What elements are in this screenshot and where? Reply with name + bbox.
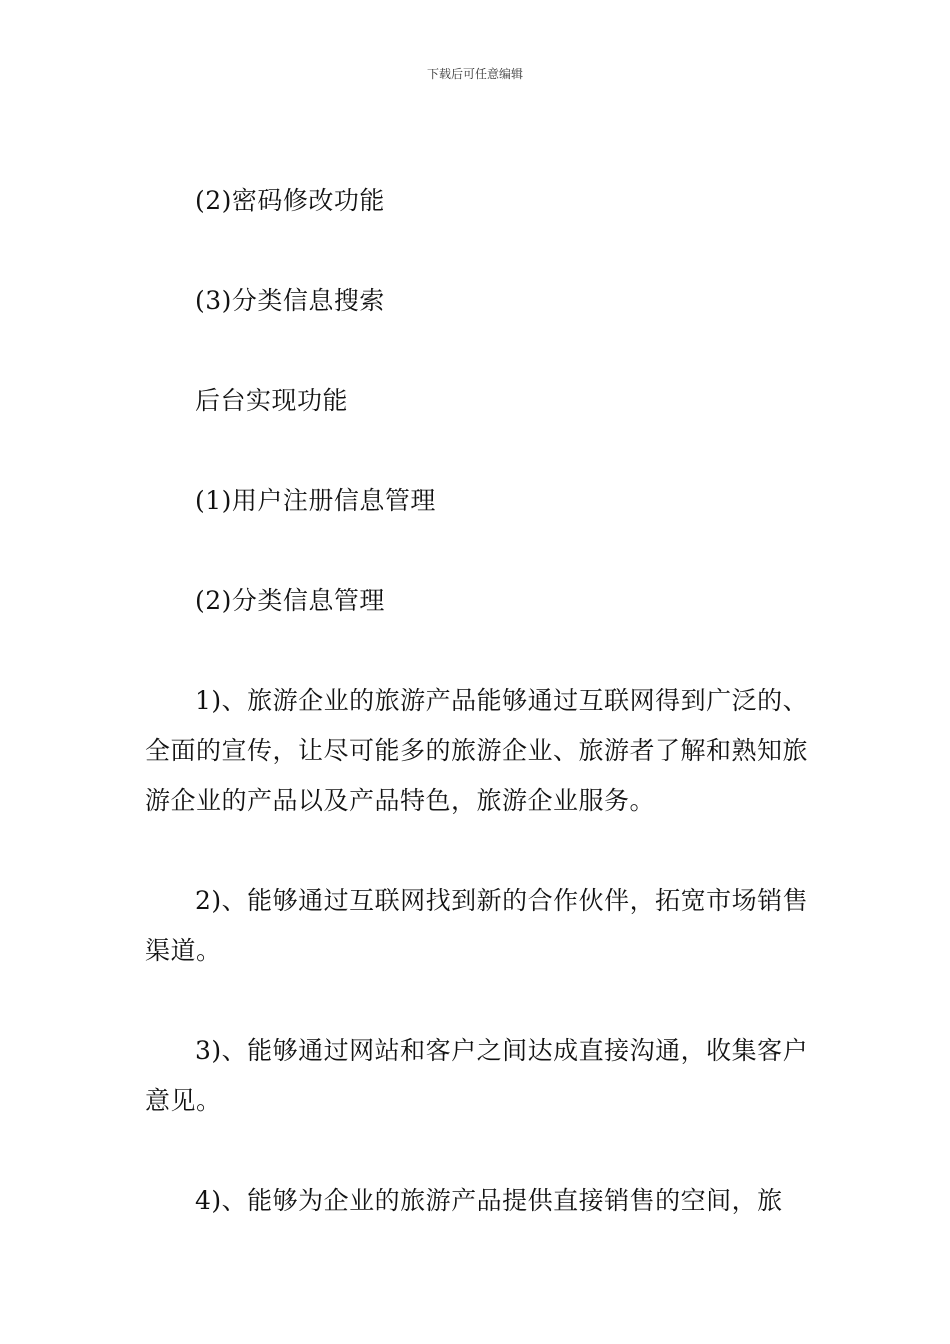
page-header-note: 下载后可任意编辑 — [426, 67, 523, 81]
paragraph-item-1: 1)、旅游企业的旅游产品能够通过互联网得到广泛的、全面的宣传，让尽可能多的旅游企业、旅游者了解和熟知旅游企业的产品以及产品特色，旅游企业服务。 — [145, 686, 809, 815]
paragraph-password-change: (2)密码修改功能 — [195, 186, 385, 215]
paragraph-item-2: 2)、能够通过互联网找到新的合作伙伴，拓宽市场销售渠道。 — [145, 886, 809, 965]
document-body — [145, 176, 825, 1226]
paragraph-category-search: (3)分类信息搜索 — [195, 286, 385, 315]
paragraph-user-registration-management: (1)用户注册信息管理 — [195, 486, 436, 515]
paragraph-category-management: (2)分类信息管理 — [195, 586, 385, 615]
paragraph-item-4: 4)、能够为企业的旅游产品提供直接销售的空间，旅 — [195, 1186, 783, 1215]
paragraph-backend-functions: 后台实现功能 — [195, 386, 349, 415]
paragraph-item-3: 3)、能够通过网站和客户之间达成直接沟通，收集客户意见。 — [145, 1036, 809, 1115]
